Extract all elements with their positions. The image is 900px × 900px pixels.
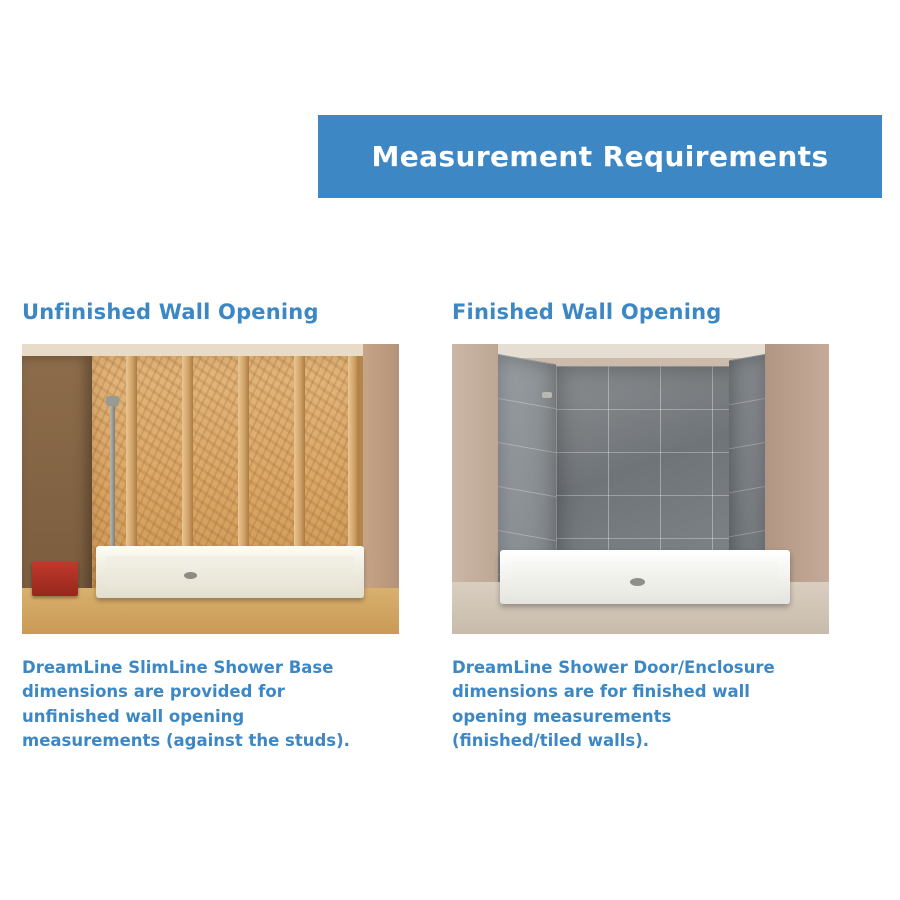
photo-finished-wall-opening [452, 344, 829, 634]
ceiling-strip [498, 344, 765, 358]
caption-finished: DreamLine Shower Door/Enclosure dimensions are for finished wall opening measurements (finished/tiled walls). [452, 658, 775, 750]
caption-unfinished: DreamLine SlimLine Shower Base dimensions are provided for unfinished wall opening measurements (against the studs). [22, 658, 350, 750]
drain-icon [184, 572, 197, 579]
shower-valve-icon [542, 392, 552, 398]
drain-icon [630, 578, 645, 586]
section-heading-finished: Finished Wall Opening [452, 300, 722, 324]
shower-base [96, 546, 364, 598]
shower-base-pan [512, 561, 778, 596]
shower-base [500, 550, 790, 604]
section-heading-unfinished: Unfinished Wall Opening [22, 300, 319, 324]
red-toolbox [32, 562, 78, 596]
measurement-requirements-banner [318, 115, 882, 198]
pipe-fitting [106, 396, 119, 406]
column-unfinished-wall-opening [22, 300, 452, 770]
ceiling-strip [22, 344, 399, 356]
page-title: Measurement Requirements [371, 140, 829, 173]
column-finished-wall-opening [452, 300, 882, 770]
comparison-columns [0, 300, 900, 770]
photo-unfinished-wall-opening [22, 344, 399, 634]
shower-base-pan [106, 556, 354, 590]
